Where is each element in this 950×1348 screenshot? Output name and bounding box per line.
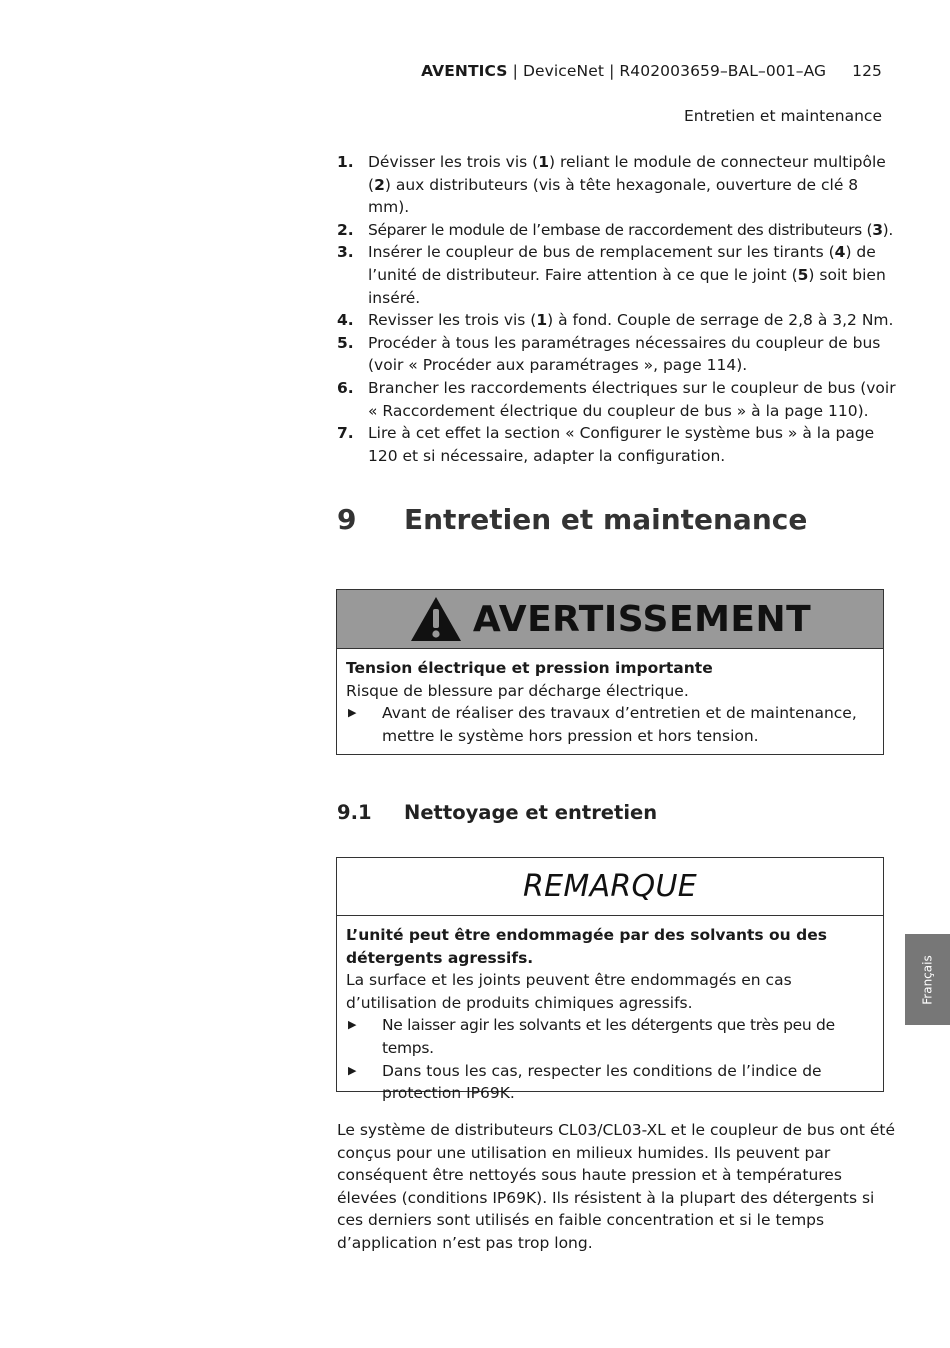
procedure-steps: [337, 151, 897, 467]
step-number: 6.: [337, 378, 354, 397]
bullet-arrow-icon: ▶: [348, 1063, 357, 1077]
step-text: Séparer le module de l’embase de raccordement des distributeurs (3).: [368, 220, 893, 239]
step-item: [337, 241, 897, 309]
step-number: 1.: [337, 153, 354, 171]
step-text: Procéder à tous les paramétrages nécessaires du coupleur de bus (voir « Procéder aux paramétrages », page 114).: [368, 333, 881, 375]
note-header: [337, 858, 883, 916]
step-text: Insérer le coupleur de bus de remplacement sur les tirants (4) de l’unité de distributeur. Faire attention à ce que le joint (5) soit bien inséré.: [368, 243, 886, 307]
subsection-heading: [337, 801, 657, 824]
step-text: Lire à cet effet la section « Configurer le système bus » à la page 120 et si nécessaire, adapter la configuration.: [368, 424, 875, 465]
step-number: 7.: [337, 424, 354, 443]
step-number: 2.: [337, 220, 354, 239]
note-box: [336, 857, 884, 1103]
step-item: [337, 377, 897, 422]
step-number: 4.: [337, 311, 354, 330]
warning-box: [336, 589, 884, 755]
note-body: [337, 916, 883, 1105]
warning-instruction: ▶ Avant de réaliser des travaux d’entretien et de maintenance, mettre le système hors pression et hors tension.: [348, 704, 857, 745]
step-item: [337, 332, 897, 377]
page-number: 125: [852, 62, 882, 80]
step-text: Brancher les raccordements électriques sur le coupleur de bus (voir « Raccordement électrique du coupleur de bus » à la page 110).: [368, 378, 896, 420]
warning-triangle-icon: [409, 595, 463, 643]
cleaning-paragraph: Le système de distributeurs CL03/CL03-XL et le coupleur de bus ont été conçus pour une utilisation en milieux humides. Ils peuvent par conséquent être nettoyés sous haute pression et à températures élevées (conditions IP69K). Ils résistent à la plupart des détergents si ces derniers sont utilisés en faible concentration et si le temps d’application n’est pas trop long.: [337, 1121, 896, 1252]
chapter-title: Entretien et maintenance: [404, 503, 808, 536]
note-instruction: ▶ Dans tous les cas, respecter les conditions de l’indice de protection IP69K.: [348, 1061, 822, 1103]
page-header: [421, 62, 882, 80]
chapter-heading: [337, 503, 807, 536]
warning-heading: Tension électrique et pression importante: [346, 659, 713, 677]
bullet-arrow-icon: ▶: [348, 706, 357, 720]
note-title: REMARQUE: [523, 869, 697, 904]
step-item: [337, 219, 897, 242]
warning-text: Risque de blessure par décharge électrique.: [346, 681, 689, 700]
language-tab-label: Français: [920, 954, 935, 1005]
warning-title: AVERTISSEMENT: [472, 598, 812, 640]
step-text: Revisser les trois vis (1) à fond. Couple de serrage de 2,8 à 3,2 Nm.: [368, 311, 894, 330]
chapter-number: 9: [337, 503, 357, 536]
warning-body: [337, 649, 883, 747]
step-text: Dévisser les trois vis (1) reliant le module de connecteur multipôle (2) aux distributeurs (vis à tête hexagonale, ouverture de clé 8 mm).: [368, 153, 886, 217]
warning-header: [337, 590, 883, 649]
step-item: [337, 309, 897, 332]
bullet-arrow-icon: ▶: [348, 1018, 357, 1032]
subsection-number: 9.1: [337, 801, 372, 824]
running-section-title: Entretien et maintenance: [683, 107, 882, 125]
note-instruction: ▶ Ne laisser agir les solvants et les détergents que très peu de temps.: [348, 1016, 835, 1057]
step-item: [337, 151, 897, 219]
language-tab[interactable]: [905, 934, 950, 1025]
brand-name: AVENTICS: [421, 62, 508, 80]
note-heading: L’unité peut être endommagée par des solvants ou des détergents agressifs.: [346, 926, 827, 967]
step-number: 5.: [337, 333, 354, 352]
note-text: La surface et les joints peuvent être endommagés en cas d’utilisation de produits chimiques agressifs.: [346, 971, 792, 1012]
step-item: [337, 422, 897, 467]
document-reference: | DeviceNet | R402003659–BAL–001–AG: [507, 62, 827, 80]
step-number: 3.: [337, 243, 354, 262]
subsection-title: Nettoyage et entretien: [404, 801, 658, 824]
